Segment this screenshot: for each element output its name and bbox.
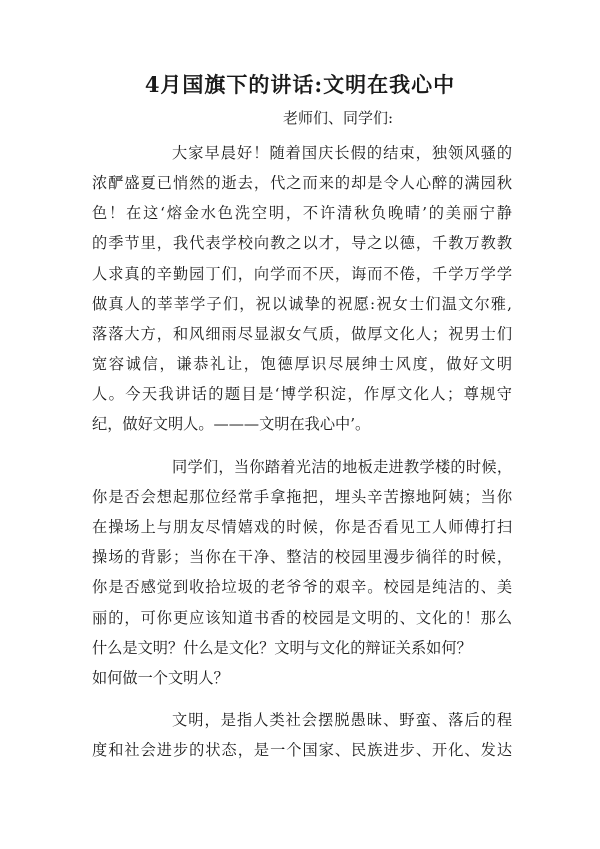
paragraph-3-line-2: 度和社会进步的状态，是一个国家、民族进步、开化、发达 (92, 741, 512, 759)
paragraph-1-line-2: 浓酽盛夏已悄然的逝去，代之而来的却是令人心醉的满园秋 (92, 174, 512, 192)
paragraph-2-line-1: 同学们，当你踏着光洁的地板走进教学楼的时候， (172, 458, 512, 476)
paragraph-1-line-4: 的季节里，我代表学校向教之以才，导之以德，千教万教教 (92, 234, 512, 252)
paragraph-2-line-2: 你是否会想起那位经常手拿拖把，埋头辛苦擦地阿姨；当你 (92, 488, 512, 506)
paragraph-1-line-8: 宽容诚信，谦恭礼让，饱德厚识尽展绅士风度，做好文明 (92, 355, 512, 373)
paragraph-2-line-5: 你是否感觉到收拾垃圾的老爷爷的艰辛。校园是纯洁的、美 (92, 578, 512, 596)
paragraph-2-line-7: 什么是文明？什么是文化？文明与文化的辩证关系如何？ (92, 639, 472, 657)
paragraph-2-line-8: 如何做一个文明人？ (92, 669, 229, 687)
paragraph-1-line-5: 人求真的辛勤园丁们，向学而不厌，诲而不倦，千学万学学 (92, 265, 512, 283)
paragraph-3-line-1: 文明，是指人类社会摆脱愚昧、野蛮、落后的程 (172, 711, 512, 729)
paragraph-1-line-9: 人。今天我讲话的题目是‘博学积淀，作厚文化人；尊规守 (92, 385, 512, 403)
page-title: 4月国旗下的讲话:文明在我心中 (144, 72, 456, 97)
paragraph-2-line-6: 丽的，可你更应该知道书香的校园是文明的、文化的！那么 (92, 609, 512, 627)
paragraph-2-line-3: 在操场上与朋友尽情嬉戏的时候，你是否看见工人师傅打扫 (92, 518, 512, 536)
paragraph-1-line-6: 做真人的莘莘学子们，祝以诚挚的祝愿:祝女士们温文尔雅, (92, 295, 512, 313)
paragraph-2-line-4: 操场的背影；当你在干净、整洁的校园里漫步徜徉的时候， (92, 548, 512, 566)
paragraph-1-line-3: 色！在这‘熔金水色洗空明，不许清秋负晚晴’的美丽宁静 (92, 204, 512, 222)
paragraph-1-line-10: 纪，做好文明人。———文明在我心中’。 (92, 415, 371, 433)
paragraph-1-line-1: 大家早晨好！随着国庆长假的结束，独领风骚的 (172, 144, 512, 162)
greeting: 老师们、同学们: (283, 109, 394, 127)
paragraph-1-line-7: 落落大方，和风细雨尽显淑女气质，做厚文化人；祝男士们 (92, 325, 512, 343)
